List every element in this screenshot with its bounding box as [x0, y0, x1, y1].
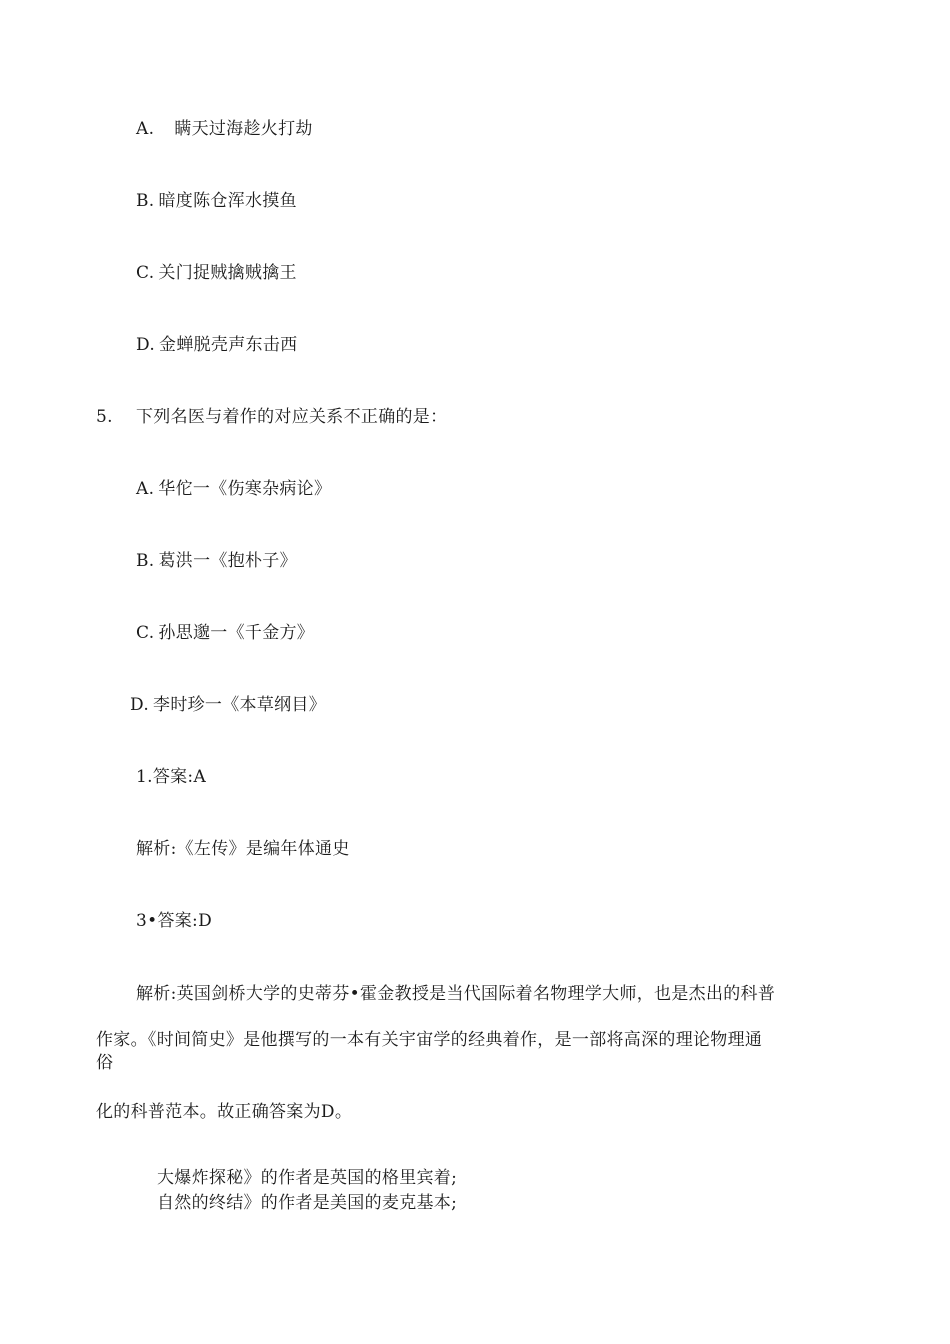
explanation-3-line-3: 化的科普范本。故正确答案为D。: [96, 1102, 353, 1122]
option-text: 瞒天过海趁火打劫: [174, 119, 313, 139]
explanation-3-line-1: 解析:英国剑桥大学的史蒂芬•霍金教授是当代国际着名物理学大师，也是杰出的科普: [136, 984, 776, 1004]
q4-option-a: [136, 118, 313, 140]
option-text: 关门捉贼擒贼擒王: [158, 263, 297, 283]
note-line-2: 自然的终结》的作者是美国的麦克基本;: [157, 1193, 458, 1213]
answer-3: 3•答案:D: [136, 911, 213, 931]
option-text: 孙思邈一《千金方》: [158, 623, 315, 643]
option-text: 金蝉脱壳声东击西: [159, 335, 298, 355]
note-line-1: 大爆炸探秘》的作者是英国的格里宾着;: [157, 1168, 458, 1188]
q4-option-d: [136, 334, 297, 356]
q5-option-d: [130, 694, 326, 716]
answer-1: 1.答案:A: [136, 767, 207, 787]
option-letter: D.: [136, 335, 156, 355]
q4-option-b: [136, 190, 297, 212]
q5-stem: 下列名医与着作的对应关系不正确的是：: [136, 407, 448, 427]
q5-option-a: [136, 478, 331, 500]
option-letter: D.: [130, 695, 150, 715]
q5-option-c: [136, 622, 314, 644]
q5-option-b: [136, 550, 297, 572]
q4-option-c: [136, 262, 297, 284]
option-letter: C.: [136, 263, 155, 283]
explanation-3-line-2-wrap: 俗: [96, 1053, 114, 1073]
explanation-1: 解析:《左传》是编年体通史: [136, 839, 350, 859]
option-letter: B.: [136, 551, 155, 571]
option-text: 暗度陈仓浑水摸鱼: [158, 191, 297, 211]
q5-number: 5.: [96, 407, 113, 427]
option-letter: C.: [136, 623, 155, 643]
option-letter: A.: [136, 479, 155, 499]
option-letter: B.: [136, 191, 155, 211]
explanation-3-line-2: 作家。《时间简史》是他撰写的一本有关宇宙学的经典着作，是一部将高深的理论物理通: [96, 1030, 763, 1050]
option-letter: A.: [136, 119, 155, 139]
option-text: 葛洪一《抱朴子》: [158, 551, 297, 571]
option-text: 华佗一《伤寒杂病论》: [158, 479, 332, 499]
option-text: 李时珍一《本草纲目》: [153, 695, 327, 715]
